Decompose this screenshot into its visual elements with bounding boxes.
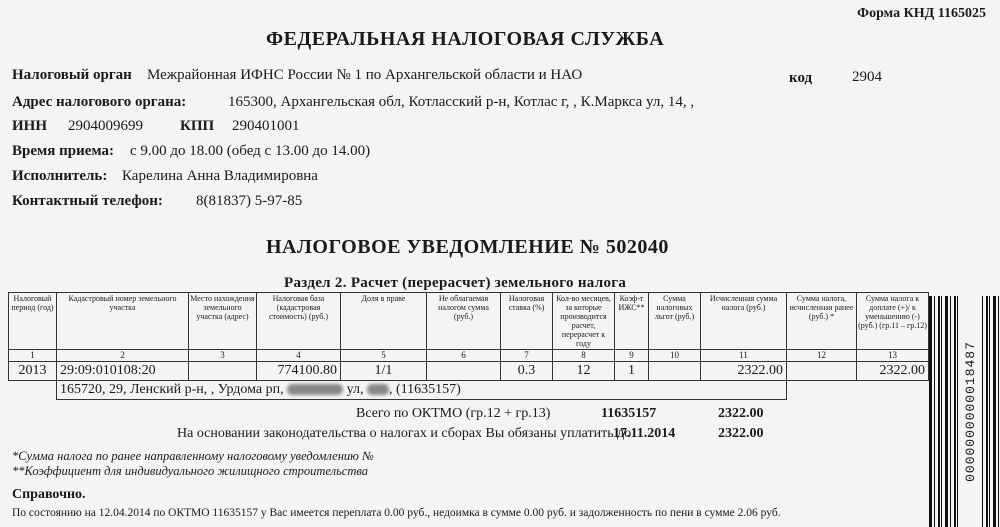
hours-value: с 9.00 до 18.00 (обед с 13.00 до 14.00) bbox=[130, 143, 371, 159]
header-cell: Налоговый период (год) bbox=[9, 293, 57, 350]
cell-calculated: 2322.00 bbox=[701, 362, 787, 381]
cell-coef: 1 bbox=[615, 362, 649, 381]
authority-label: Налоговый орган bbox=[12, 67, 132, 83]
cell-previous bbox=[787, 362, 857, 381]
header-cell: Доля в праве bbox=[341, 293, 427, 350]
column-number: 6 bbox=[427, 350, 501, 362]
redacted-block bbox=[287, 384, 343, 395]
address-prefix: 165720, 29, Ленский р-н, , Урдома рп, bbox=[60, 382, 284, 397]
pay-deadline-date: 17.11.2014 bbox=[613, 426, 676, 441]
cell-months: 12 bbox=[553, 362, 615, 381]
cell-rate: 0.3 bbox=[501, 362, 553, 381]
address-street: ул, bbox=[346, 382, 364, 397]
kpp-label: КПП bbox=[180, 118, 215, 134]
address-suffix: , (11635157) bbox=[388, 382, 461, 397]
redacted-block bbox=[367, 384, 389, 395]
pay-deadline-label: На основании законодательства о налогах и сборах Вы обязаны уплатить до bbox=[177, 426, 632, 441]
column-number: 9 bbox=[615, 350, 649, 362]
cell-tax-base: 774100.80 bbox=[257, 362, 341, 381]
header-cell: Сумма налога к доплате (+)/ к уменьшению (-) (руб.) (гр.11 – гр.12) bbox=[857, 293, 929, 350]
cell-location bbox=[189, 362, 257, 381]
cell-share: 1/1 bbox=[341, 362, 427, 381]
cell-year: 2013 bbox=[9, 362, 57, 381]
agency-title: ФЕДЕРАЛЬНАЯ НАЛОГОВАЯ СЛУЖБА bbox=[266, 28, 665, 50]
table-row bbox=[9, 362, 929, 381]
pay-sum: 2322.00 bbox=[718, 426, 764, 441]
form-code: Форма КНД 1165025 bbox=[857, 6, 986, 21]
hours-label: Время приема: bbox=[12, 143, 114, 159]
column-number: 11 bbox=[701, 350, 787, 362]
phone-value: 8(81837) 5-97-85 bbox=[196, 193, 303, 209]
kpp-value: 290401001 bbox=[232, 118, 300, 134]
barcode-label bbox=[958, 296, 982, 527]
column-number: 10 bbox=[649, 350, 701, 362]
header-cell: Кадастровый номер земельного участка bbox=[57, 293, 189, 350]
header-cell: Не облагаемая налогом сумма (руб.) bbox=[427, 293, 501, 350]
column-number: 3 bbox=[189, 350, 257, 362]
header-cell: Место нахождения земельного участка (адрес) bbox=[189, 293, 257, 350]
column-number: 8 bbox=[553, 350, 615, 362]
header-cell: Сумма налоговых льгот (руб.) bbox=[649, 293, 701, 350]
column-number: 13 bbox=[857, 350, 929, 362]
cell-to-pay: 2322.00 bbox=[857, 362, 929, 381]
reference-title: Справочно. bbox=[12, 487, 86, 502]
inn-value: 2904009699 bbox=[68, 118, 143, 134]
address-row bbox=[9, 381, 929, 400]
column-number: 1 bbox=[9, 350, 57, 362]
column-number: 5 bbox=[341, 350, 427, 362]
column-number: 4 bbox=[257, 350, 341, 362]
notice-title: НАЛОГОВОЕ УВЕДОМЛЕНИЕ № 502040 bbox=[266, 236, 669, 258]
column-number: 7 bbox=[501, 350, 553, 362]
oktmo-total-label: Всего по ОКТМО (гр.12 + гр.13) bbox=[356, 406, 551, 421]
authority-address: 165300, Архангельская обл, Котласский р-н, Котлас г, , К.Маркса ул, 14, , bbox=[228, 94, 695, 110]
authority-code-label: код bbox=[789, 70, 813, 86]
column-number: 12 bbox=[787, 350, 857, 362]
authority-name: Межрайонная ИФНС России № 1 по Архангельской области и НАО bbox=[147, 67, 583, 83]
executor-label: Исполнитель: bbox=[12, 168, 108, 184]
cell-cadastral: 29:09:010108:20 bbox=[57, 362, 189, 381]
inn-label: ИНН bbox=[12, 118, 48, 134]
reference-text: По состоянию на 12.04.2014 по ОКТМО 11635157 у Вас имеется переплата 0.00 руб., недоимка в сумме 0.00 руб. и задолженность по пени в сумме 2.06 руб. bbox=[12, 507, 781, 519]
barcode-number: 0000000000018487 bbox=[962, 341, 978, 482]
authority-code: 2904 bbox=[852, 69, 882, 85]
column-number: 2 bbox=[57, 350, 189, 362]
header-cell: Налоговая ставка (%) bbox=[501, 293, 553, 350]
address-label: Адрес налогового органа: bbox=[12, 94, 187, 110]
header-cell: Налоговая база (кадастровая стоимость) (руб.) bbox=[257, 293, 341, 350]
land-address bbox=[57, 381, 787, 400]
cell-exempt bbox=[427, 362, 501, 381]
phone-label: Контактный телефон: bbox=[12, 193, 163, 209]
header-cell: Кол-во месяцев, за которые производится расчет, перерасчет к году bbox=[553, 293, 615, 350]
tax-table bbox=[8, 292, 929, 400]
oktmo-sum: 2322.00 bbox=[718, 406, 764, 421]
oktmo-code: 11635157 bbox=[601, 406, 657, 421]
header-cell: Сумма налога, исчисленная ранее (руб.) * bbox=[787, 293, 857, 350]
cell-benefits bbox=[649, 362, 701, 381]
header-cell: Коэф-т ИЖС** bbox=[615, 293, 649, 350]
executor-value: Карелина Анна Владимировна bbox=[122, 168, 318, 184]
section-title: Раздел 2. Расчет (перерасчет) земельного налога bbox=[284, 275, 627, 291]
footnote-2: **Коэффициент для индивидуального жилищного строительства bbox=[12, 464, 368, 478]
header-cell: Исчисленная сумма налога (руб.) bbox=[701, 293, 787, 350]
footnote-1: *Сумма налога по ранее направленному налоговому уведомлению № bbox=[12, 449, 374, 463]
